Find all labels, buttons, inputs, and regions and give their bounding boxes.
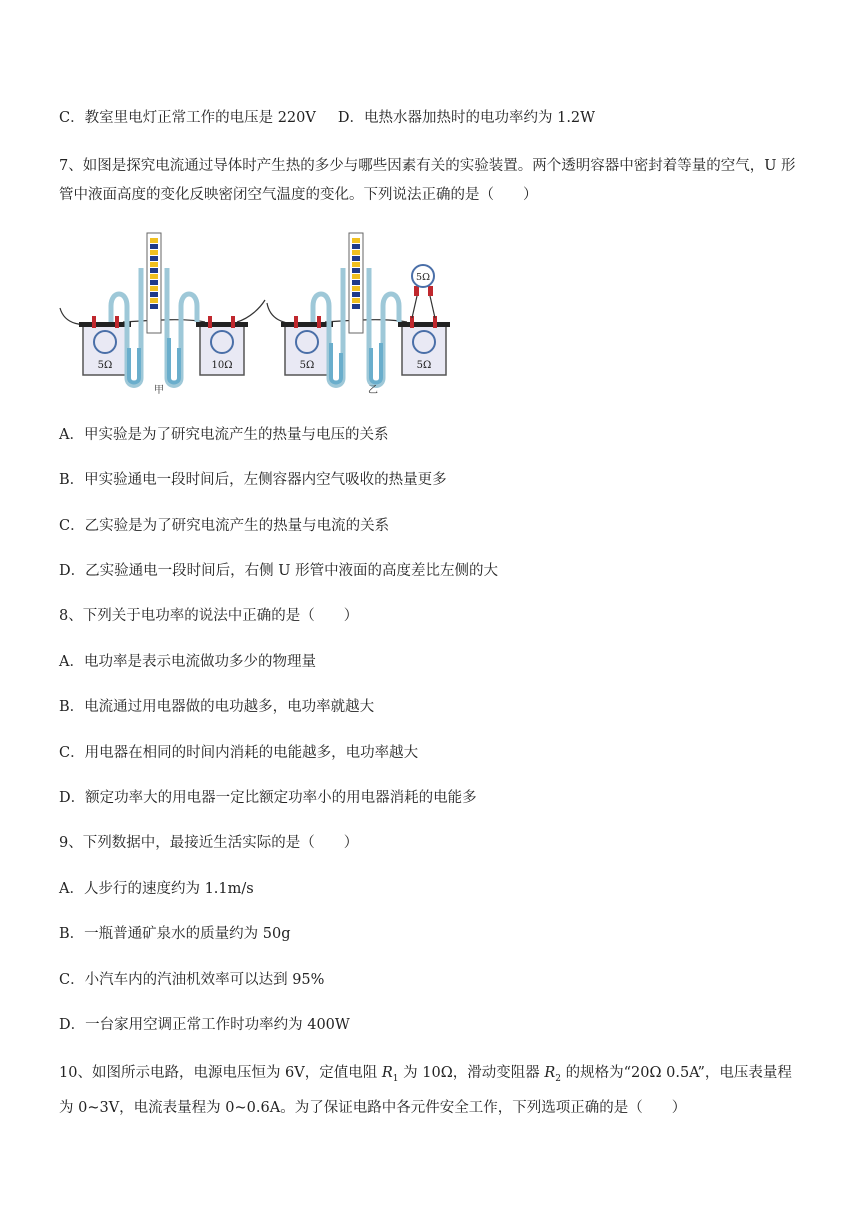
jia-right-resistor-label: 10Ω [211,360,233,371]
q9-stem: 9、下列数据中，最接近生活实际的是（ ） [59,835,359,851]
q10-text-3: 的规格为“20Ω 0.5A”，电压表量程为 0~3V，电流表量程为 0~0.6A。为了保证电路中各元件安全工作，下列选项正确的是（ ） [59,1065,792,1116]
q7-option-c: C．乙实验是为了研究电流产生的热量与电流的关系 [59,518,390,534]
q10-r1-symbol: R [381,1065,393,1081]
yi-left-resistor-label: 5Ω [299,360,315,371]
q7-option-d: D．乙实验通电一段时间后，右侧 U 形管中液面的高度差比左侧的大 [59,563,499,579]
q7-stem: 7、如图是探究电流通过导体时产生热的多少与哪些因素有关的实验装置。两个透明容器中密封着等量的空气，U 形管中液面高度的变化反映密闭空气温度的变化。下列说法正确的是（ ） [59,158,796,203]
q9-option-d: D．一台家用空调正常工作时功率约为 400W [59,1017,350,1033]
q9-option-b: B．一瓶普通矿泉水的质量约为 50g [59,926,291,942]
q7-option-b: B．甲实验通电一段时间后，左侧容器内空气吸收的热量更多 [59,472,447,488]
q10-r1-subscript: 1 [392,1073,399,1084]
jia-left-resistor-label: 5Ω [97,360,113,371]
q8-option-a: A．电功率是表示电流做功多少的物理量 [59,654,316,670]
q10-r2-symbol: R [544,1065,556,1081]
q10-text-1: 10、如图所示电路，电源电压恒为 6V，定值电阻 [59,1065,382,1081]
q10-text-2: 为 10Ω，滑动变阻器 [398,1065,545,1081]
q7-option-a: A．甲实验是为了研究电流产生的热量与电压的关系 [59,427,389,443]
q7-experiment-figure [55,228,455,407]
jia-caption: 甲 [154,385,164,396]
q6-options-row [59,108,595,128]
q9-option-c: C．小汽车内的汽油机效率可以达到 95% [59,972,325,988]
yi-caption: 乙 [368,385,378,396]
q9-option-a: A．人步行的速度约为 1.1m/s [59,881,254,897]
q8-option-d: D．额定功率大的用电器一定比额定功率小的用电器消耗的电能多 [59,790,477,806]
yi-right-resistor-label: 5Ω [416,360,432,371]
q10-r2-subscript: 2 [555,1073,561,1084]
q8-option-b: B．电流通过用电器做的电功越多，电功率就越大 [59,699,375,715]
q6-option-c: C．教室里电灯正常工作的电压是 220V [59,110,316,126]
q8-option-c: C．用电器在相同的时间内消耗的电能越多，电功率越大 [59,745,419,761]
q8-stem: 8、下列关于电功率的说法中正确的是（ ） [59,608,359,624]
q6-option-d: D．电热水器加热时的电功率约为 1.2W [337,110,596,126]
q10-stem [59,1059,804,1123]
yi-parallel-resistor-label: 5Ω [416,272,430,283]
